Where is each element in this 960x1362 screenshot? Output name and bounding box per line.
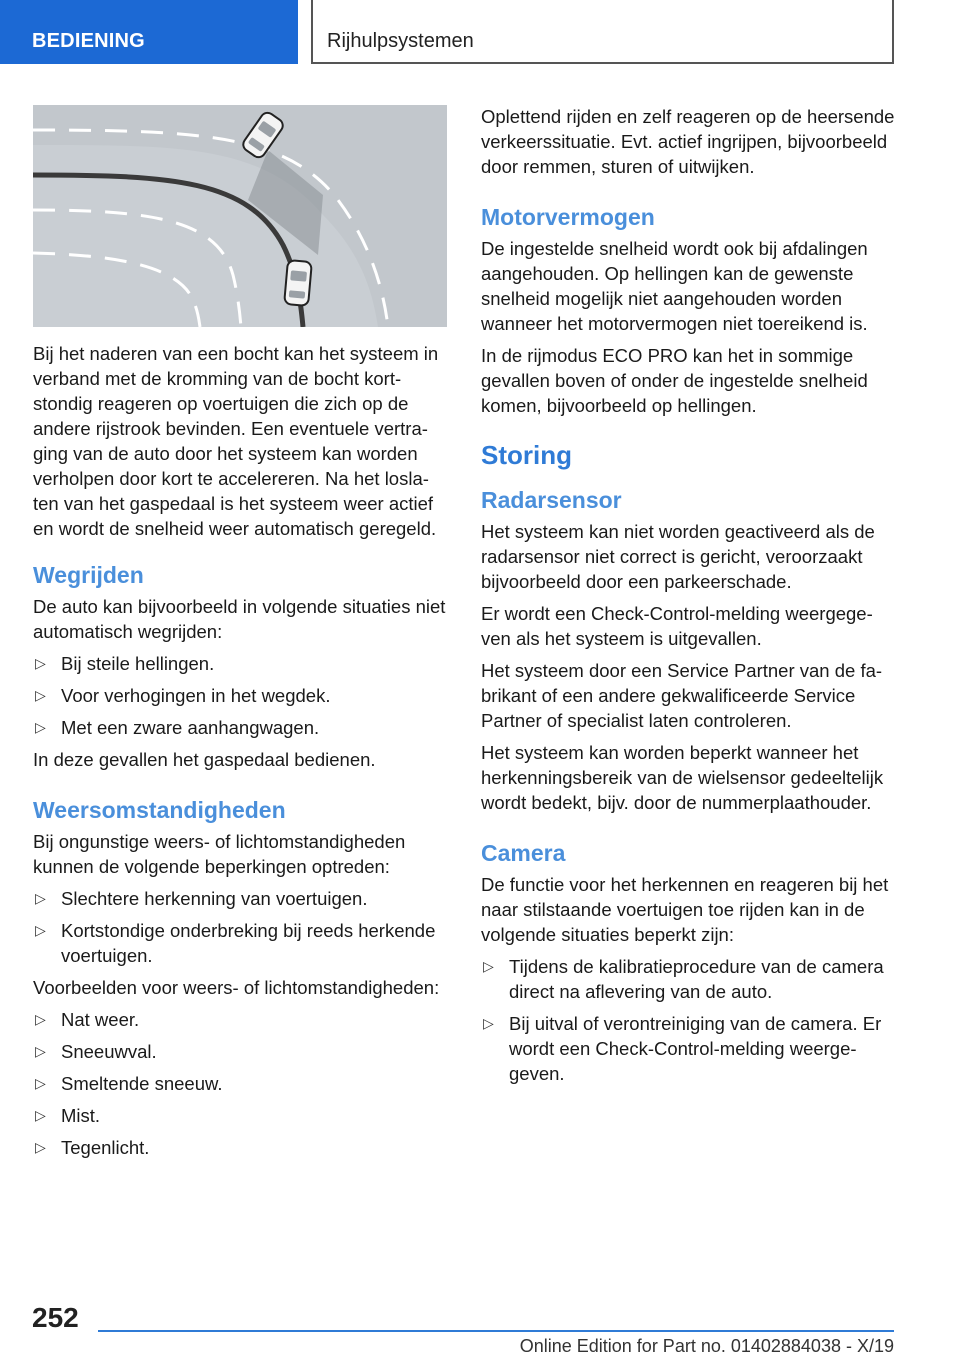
curve-illustration bbox=[33, 105, 447, 327]
triangle-bullet-icon: ▷ bbox=[35, 687, 46, 703]
triangle-bullet-icon: ▷ bbox=[35, 719, 46, 735]
motor-heading: Motorvermogen bbox=[481, 204, 655, 230]
wegrijden-after: In deze gevallen het gaspedaal bedienen. bbox=[33, 749, 376, 770]
weers-text: Bij ongunstige weers- of lichtomstandigheden kunnen de volgende beperkingen optreden: bbox=[33, 831, 406, 877]
right-intro: Oplettend rijden en zelf reageren op de heersende verkeerssituatie. Evt. actief ingrijpen, bijvoorbeeld door remmen, sturen of uitwijken. bbox=[481, 106, 895, 177]
camera-list bbox=[481, 954, 896, 1086]
list-item: ▷ Tijdens de kalibratieprocedure van de camera direct na aflevering van de auto. bbox=[483, 956, 884, 1002]
storing-heading: Storing bbox=[481, 440, 572, 470]
list-item: ▷ Met een zware aanhangwagen. bbox=[35, 717, 320, 738]
radar-heading: Radarsensor bbox=[481, 487, 622, 513]
triangle-bullet-icon: ▷ bbox=[483, 958, 494, 974]
weers-text-2: Voorbeelden voor weers- of lichtomstandigheden: bbox=[33, 977, 440, 998]
right-column bbox=[481, 104, 896, 1093]
triangle-bullet-icon: ▷ bbox=[35, 1075, 46, 1091]
list-item: ▷ Sneeuwval. bbox=[35, 1041, 157, 1062]
road-curve-graphic bbox=[33, 105, 447, 327]
list-item: ▷ Tegenlicht. bbox=[35, 1137, 150, 1158]
page-number: 252 bbox=[32, 1302, 79, 1333]
weers-list bbox=[33, 886, 447, 968]
list-item: ▷ Nat weer. bbox=[35, 1009, 140, 1030]
list-item: ▷ Slechtere herkenning van voertuigen. bbox=[35, 888, 368, 909]
intro-paragraph: Bij het naderen van een bocht kan het systeem in verband met de kromming van de bocht kortstondig reageren op voertuigen die zich op de andere rijstrook bevinden. Een eventuele vertraging van de auto door het systeem kan worden verholpen door kort te accelereren. Na het loslaten van het gaspedaal is het systeem weer actief en wordt de snelheid weer automatisch geregeld. bbox=[33, 343, 439, 539]
left-column bbox=[33, 100, 447, 1167]
wegrijden-text: De auto kan bijvoorbeeld in volgende situaties niet automatisch wegrijden: bbox=[33, 596, 446, 642]
list-item: ▷ Bij uitval of verontreiniging van de camera. Er wordt een Check-Control-melding weergegeven. bbox=[483, 1013, 882, 1084]
triangle-bullet-icon: ▷ bbox=[483, 1015, 494, 1031]
camera-text: De functie voor het herkennen en reageren bij het naar stilstaande voertuigen toe rijden kan in de volgende situaties beperkt zijn: bbox=[481, 874, 889, 945]
header-chapter-tab bbox=[311, 0, 894, 64]
header-section-tab bbox=[0, 0, 298, 64]
triangle-bullet-icon: ▷ bbox=[35, 1043, 46, 1059]
list-item: ▷ Mist. bbox=[35, 1105, 101, 1126]
triangle-bullet-icon: ▷ bbox=[35, 1011, 46, 1027]
radar-p2: Er wordt een Check-Control-melding weergegeven als het systeem is uitgevallen. bbox=[481, 603, 873, 649]
motor-p1: De ingestelde snelheid wordt ook bij afdalingen aangehouden. Op hellingen kan de gewenste snelheid mogelijk niet aangehouden worden wanneer het motorvermogen niet toereikend is. bbox=[481, 238, 868, 334]
chapter-title: Rijhulpsystemen bbox=[327, 30, 474, 52]
radar-p4: Het systeem kan worden beperkt wanneer het herkenningsbereik van de wielsensor gedeeltelijk wordt bedekt, bijv. door de nummerplaathouder. bbox=[481, 742, 884, 813]
weers-examples-list bbox=[33, 1007, 447, 1160]
weers-heading: Weersomstandigheden bbox=[33, 797, 286, 823]
list-item: ▷ Smeltende sneeuw. bbox=[35, 1073, 223, 1094]
wegrijden-heading: Wegrijden bbox=[33, 562, 144, 588]
camera-heading: Camera bbox=[481, 840, 566, 866]
footer-edition: Online Edition for Part no. 01402884038 - X/19 bbox=[519, 1336, 894, 1356]
motor-p2: In de rijmodus ECO PRO kan het in sommige gevallen boven of onder de ingestelde snelheid komen, bijvoorbeeld op hellingen. bbox=[481, 345, 868, 416]
list-item: ▷ Kortstondige onderbreking bij reeds herkende voertuigen. bbox=[35, 920, 436, 966]
triangle-bullet-icon: ▷ bbox=[35, 890, 46, 906]
footer-rule bbox=[98, 1330, 894, 1332]
list-item: ▷ Voor verhogingen in het wegdek. bbox=[35, 685, 331, 706]
triangle-bullet-icon: ▷ bbox=[35, 1107, 46, 1123]
radar-p1: Het systeem kan niet worden geactiveerd als de radarsensor niet correct is gericht, veroorzaakt bijvoorbeeld door een parkeerschade. bbox=[481, 521, 875, 592]
section-title: BEDIENING bbox=[32, 30, 145, 52]
list-item: ▷ Bij steile hellingen. bbox=[35, 653, 215, 674]
triangle-bullet-icon: ▷ bbox=[35, 1139, 46, 1155]
triangle-bullet-icon: ▷ bbox=[35, 922, 46, 938]
radar-p3: Het systeem door een Service Partner van de fabrikant of een andere gekwalificeerde Service Partner of specialist laten controleren. bbox=[481, 660, 883, 731]
triangle-bullet-icon: ▷ bbox=[35, 655, 46, 671]
wegrijden-list bbox=[33, 651, 447, 740]
